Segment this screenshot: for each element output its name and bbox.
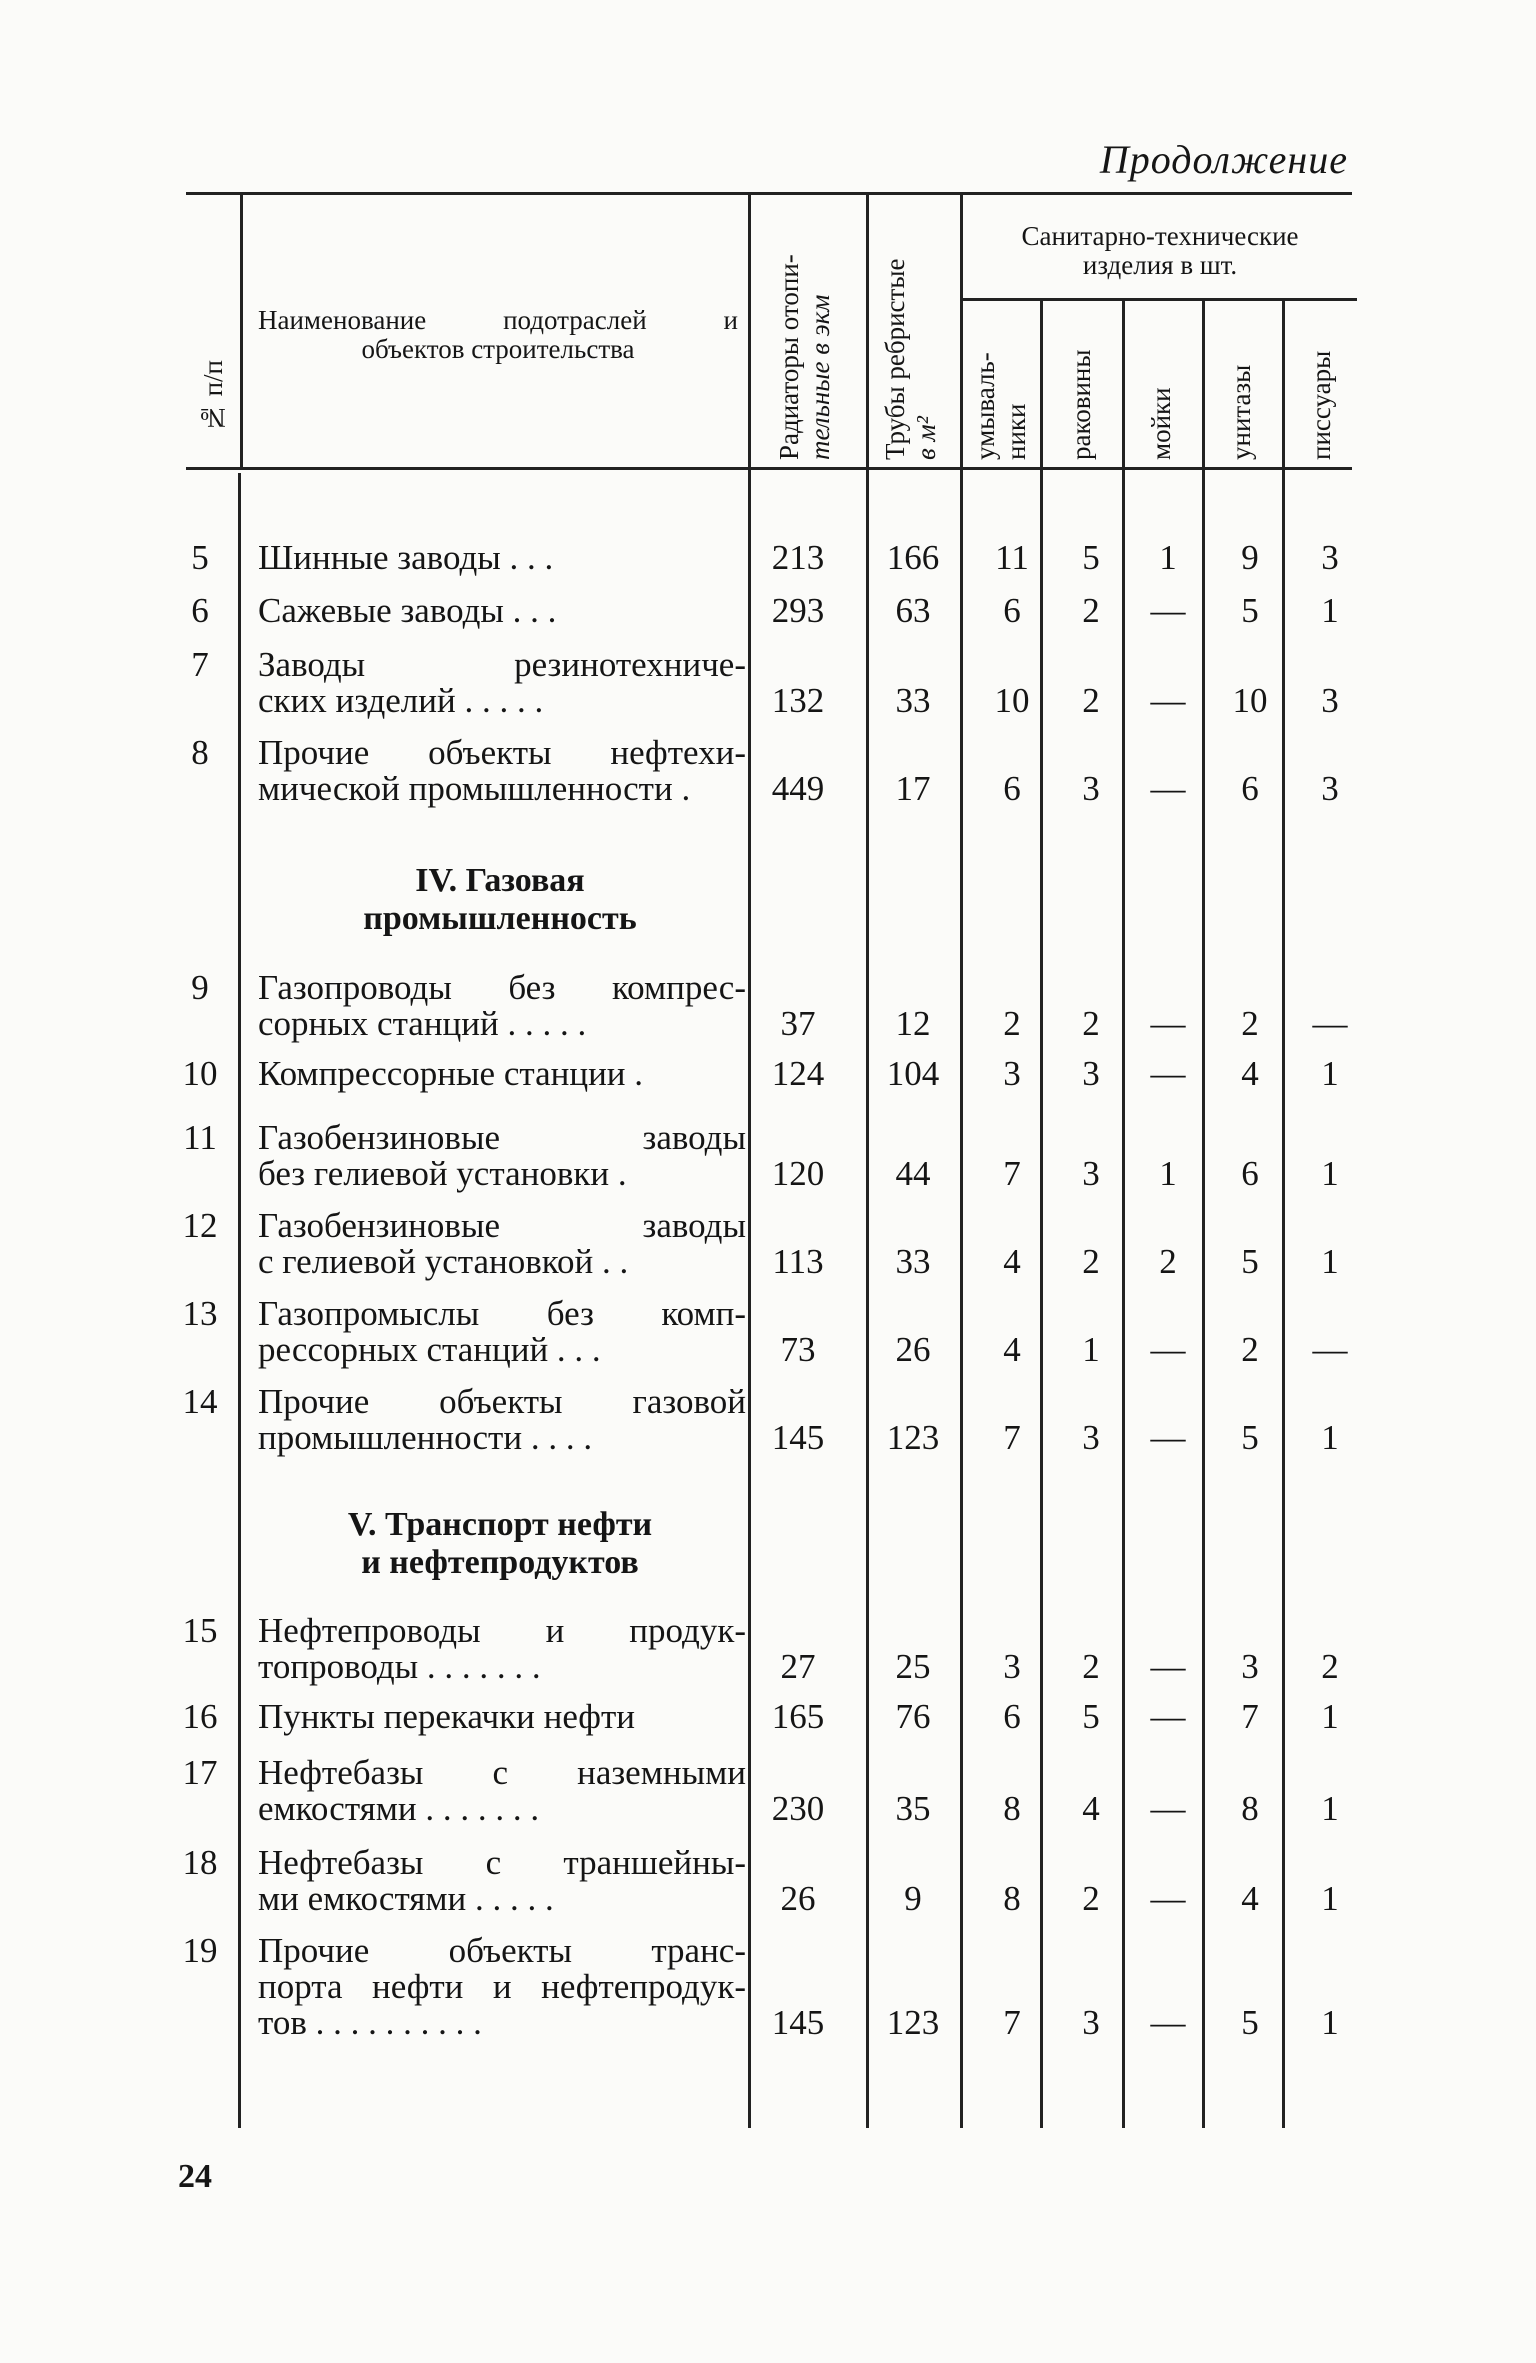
row-number: 14 <box>182 1382 218 1421</box>
urinals-value: — <box>1312 1330 1348 1369</box>
row-name-line: топроводы . . . . . . . <box>258 1647 541 1686</box>
sinks-value: 2 <box>1082 1242 1100 1281</box>
toilets-value: 5 <box>1241 1242 1259 1281</box>
pipes-value: 33 <box>895 1242 931 1281</box>
toilets-value: 2 <box>1241 1330 1259 1369</box>
sinks-value: 2 <box>1082 1647 1100 1686</box>
header-pipes-line1: Трубы ребристые <box>880 258 910 460</box>
col-divider-num <box>238 473 241 2128</box>
kitchen-sinks-value: — <box>1150 1054 1186 1093</box>
washbasins-value: 8 <box>1003 1789 1021 1828</box>
radiators-value: 213 <box>771 538 825 577</box>
sinks-value: 2 <box>1082 681 1100 720</box>
toilets-value: 8 <box>1241 1789 1259 1828</box>
radiators-value: 449 <box>771 769 825 808</box>
toilets-value: 10 <box>1232 681 1268 720</box>
urinals-value: 1 <box>1321 1054 1339 1093</box>
section-title-gas <box>256 862 744 938</box>
radiators-value: 165 <box>771 1697 825 1736</box>
row-name-line: порта нефти и нефтепродук- <box>258 1967 746 2006</box>
toilets-value: 2 <box>1241 1004 1259 1043</box>
toilets-value: 7 <box>1241 1697 1259 1736</box>
col-divider-num <box>240 194 243 467</box>
row-number: 7 <box>191 645 209 684</box>
kitchen-sinks-value: — <box>1150 1647 1186 1686</box>
row-name-line: тов . . . . . . . . . . <box>258 2003 482 2042</box>
pipes-value: 44 <box>895 1154 931 1193</box>
urinals-value: 3 <box>1321 538 1339 577</box>
row-name-line: Шинные заводы . . . <box>258 538 554 577</box>
urinals-value: 3 <box>1321 769 1339 808</box>
header-washbasins <box>970 308 1032 460</box>
header-washbasins-line2: ники <box>1001 403 1031 460</box>
header-bottom-rule <box>186 467 1352 470</box>
page-number: 24 <box>178 2158 212 2195</box>
sinks-value: 3 <box>1082 1418 1100 1457</box>
row-number: 9 <box>191 968 209 1007</box>
urinals-value: 1 <box>1321 1242 1339 1281</box>
row-number: 11 <box>183 1118 217 1157</box>
section-title-line2: и нефтепродуктов <box>361 1544 639 1581</box>
toilets-value: 3 <box>1241 1647 1259 1686</box>
row-number: 10 <box>182 1054 218 1093</box>
toilets-value: 9 <box>1241 538 1259 577</box>
pipes-value: 104 <box>886 1054 940 1093</box>
sinks-value: 5 <box>1082 1697 1100 1736</box>
radiators-value: 27 <box>780 1647 816 1686</box>
kitchen-sinks-value: 1 <box>1159 1154 1177 1193</box>
pipes-value: 12 <box>895 1004 931 1043</box>
sinks-value: 2 <box>1082 1879 1100 1918</box>
sinks-value: 2 <box>1082 1004 1100 1043</box>
row-number: 16 <box>182 1697 218 1736</box>
kitchen-sinks-value: — <box>1150 2003 1186 2042</box>
header-sanitary-line1: Санитарно-технические <box>1021 221 1299 251</box>
sinks-value: 4 <box>1082 1789 1100 1828</box>
header-radiators-line2: тельные в экм <box>805 294 835 460</box>
pipes-value: 123 <box>886 2003 940 2042</box>
urinals-value: 1 <box>1321 591 1339 630</box>
row-name-line: Сажевые заводы . . . <box>258 591 557 630</box>
col-divider-radiators <box>866 194 869 2128</box>
row-number: 17 <box>182 1753 218 1792</box>
row-name-line: Пункты перекачки нефти <box>258 1697 636 1736</box>
row-name-line: сорных станций . . . . . <box>258 1004 587 1043</box>
row-name-line: Газобензиновые заводы <box>258 1206 746 1245</box>
toilets-value: 5 <box>1241 1418 1259 1457</box>
header-num: № п/п <box>198 360 228 434</box>
pipes-value: 123 <box>886 1418 940 1457</box>
toilets-value: 5 <box>1241 591 1259 630</box>
row-number: 5 <box>191 538 209 577</box>
kitchen-sinks-value: — <box>1150 1789 1186 1828</box>
washbasins-value: 7 <box>1003 1154 1021 1193</box>
row-number: 19 <box>182 1931 218 1970</box>
pipes-value: 166 <box>886 538 940 577</box>
urinals-value: 2 <box>1321 1647 1339 1686</box>
washbasins-value: 4 <box>1003 1242 1021 1281</box>
header-washbasins-line1: умываль- <box>970 352 1000 460</box>
radiators-value: 124 <box>771 1054 825 1093</box>
urinals-value: — <box>1312 1004 1348 1043</box>
urinals-value: 1 <box>1321 1697 1339 1736</box>
washbasins-value: 6 <box>1003 769 1021 808</box>
pipes-value: 9 <box>904 1879 922 1918</box>
washbasins-value: 8 <box>1003 1879 1021 1918</box>
header-radiators <box>774 198 836 460</box>
kitchen-sinks-value: — <box>1150 1418 1186 1457</box>
header-pipes <box>880 198 942 460</box>
header-sanitary-group <box>964 222 1356 280</box>
row-name-line: ских изделий . . . . . <box>258 681 544 720</box>
washbasins-value: 3 <box>1003 1647 1021 1686</box>
kitchen-sinks-value: — <box>1150 681 1186 720</box>
col-divider-pipes <box>960 194 963 2128</box>
toilets-value: 5 <box>1241 2003 1259 2042</box>
table-top-rule <box>186 192 1352 195</box>
row-name-line: Газопромыслы без комп- <box>258 1294 746 1333</box>
washbasins-value: 11 <box>995 538 1029 577</box>
washbasins-value: 7 <box>1003 2003 1021 2042</box>
sinks-value: 3 <box>1082 2003 1100 2042</box>
row-number: 6 <box>191 591 209 630</box>
radiators-value: 293 <box>771 591 825 630</box>
pipes-value: 35 <box>895 1789 931 1828</box>
header-sinks: раковины <box>1066 349 1096 460</box>
kitchen-sinks-value: — <box>1150 1330 1186 1369</box>
row-name-line: Нефтебазы с траншейны- <box>258 1843 746 1882</box>
section-title-line2: промышленность <box>363 900 637 937</box>
row-name-line: без гелиевой установки . <box>258 1154 627 1193</box>
radiators-value: 37 <box>780 1004 816 1043</box>
row-name-line: Газобензиновые заводы <box>258 1118 746 1157</box>
toilets-value: 4 <box>1241 1054 1259 1093</box>
kitchen-sinks-value: — <box>1150 591 1186 630</box>
row-name-line: Нефтебазы с наземными <box>258 1753 746 1792</box>
header-radiators-line1: Радиаторы отопи- <box>774 254 804 460</box>
row-number: 18 <box>182 1843 218 1882</box>
col-divider-name <box>748 194 751 2128</box>
kitchen-sinks-value: — <box>1150 1879 1186 1918</box>
radiators-value: 26 <box>780 1879 816 1918</box>
washbasins-value: 10 <box>994 681 1030 720</box>
section-title-line1: IV. Газовая <box>415 862 585 899</box>
urinals-value: 1 <box>1321 1154 1339 1193</box>
washbasins-value: 4 <box>1003 1330 1021 1369</box>
radiators-value: 73 <box>780 1330 816 1369</box>
kitchen-sinks-value: — <box>1150 1697 1186 1736</box>
row-name-line: емкостями . . . . . . . <box>258 1789 540 1828</box>
radiators-value: 230 <box>771 1789 825 1828</box>
row-number: 8 <box>191 733 209 772</box>
kitchen-sinks-value: 2 <box>1159 1242 1177 1281</box>
radiators-value: 113 <box>772 1242 824 1281</box>
toilets-value: 6 <box>1241 769 1259 808</box>
washbasins-value: 6 <box>1003 591 1021 630</box>
header-urinals: писсуары <box>1306 350 1336 460</box>
section-title-oil-transport <box>256 1506 744 1582</box>
radiators-value: 132 <box>771 681 825 720</box>
header-sanitary-line2: изделия в шт. <box>1082 250 1238 280</box>
sinks-value: 5 <box>1082 538 1100 577</box>
urinals-value: 1 <box>1321 1879 1339 1918</box>
pipes-value: 17 <box>895 769 931 808</box>
sinks-value: 2 <box>1082 591 1100 630</box>
header-name <box>258 306 738 364</box>
row-number: 13 <box>182 1294 218 1333</box>
row-name-line: мической промышленности . <box>258 769 691 808</box>
header-pipes-line2: в м² <box>911 416 941 460</box>
toilets-value: 4 <box>1241 1879 1259 1918</box>
row-name-line: Прочие объекты газовой <box>258 1382 746 1421</box>
header-name-line1: Наименование подотраслей и <box>258 305 738 335</box>
section-title-line1: V. Транспорт нефти <box>347 1506 653 1543</box>
washbasins-value: 6 <box>1003 1697 1021 1736</box>
sinks-value: 3 <box>1082 1154 1100 1193</box>
row-name-line: Прочие объекты нефтехи- <box>258 733 746 772</box>
row-name-line: промышленности . . . . <box>258 1418 593 1457</box>
row-name-line: Заводы резинотехниче- <box>258 645 746 684</box>
sinks-value: 3 <box>1082 1054 1100 1093</box>
row-name-line: Нефтепроводы и продук- <box>258 1611 746 1650</box>
header-toilets: унитазы <box>1226 364 1256 460</box>
row-name-line: Компрессорные станции . <box>258 1054 644 1093</box>
washbasins-value: 2 <box>1003 1004 1021 1043</box>
row-number: 15 <box>182 1611 218 1650</box>
row-name-line: Прочие объекты транс- <box>258 1931 746 1970</box>
radiators-value: 145 <box>771 1418 825 1457</box>
pipes-value: 63 <box>895 591 931 630</box>
sinks-value: 1 <box>1082 1330 1100 1369</box>
washbasins-value: 3 <box>1003 1054 1021 1093</box>
row-number: 12 <box>182 1206 218 1245</box>
washbasins-value: 7 <box>1003 1418 1021 1457</box>
pipes-value: 33 <box>895 681 931 720</box>
urinals-value: 1 <box>1321 1418 1339 1457</box>
group-header-rule <box>962 298 1357 301</box>
sinks-value: 3 <box>1082 769 1100 808</box>
row-name-line: с гелиевой установкой . . <box>258 1242 629 1281</box>
urinals-value: 1 <box>1321 2003 1339 2042</box>
radiators-value: 145 <box>771 2003 825 2042</box>
continuation-label: Продолжение <box>1099 137 1348 182</box>
header-kitchen-sinks: мойки <box>1146 387 1176 460</box>
radiators-value: 120 <box>771 1154 825 1193</box>
pipes-value: 25 <box>895 1647 931 1686</box>
kitchen-sinks-value: 1 <box>1159 538 1177 577</box>
pipes-value: 26 <box>895 1330 931 1369</box>
header-name-line2: объектов строительства <box>361 334 635 364</box>
row-name-line: рессорных станций . . . <box>258 1330 601 1369</box>
urinals-value: 1 <box>1321 1789 1339 1828</box>
urinals-value: 3 <box>1321 681 1339 720</box>
toilets-value: 6 <box>1241 1154 1259 1193</box>
kitchen-sinks-value: — <box>1150 1004 1186 1043</box>
kitchen-sinks-value: — <box>1150 769 1186 808</box>
row-name-line: Газопроводы без компрес- <box>258 968 746 1007</box>
row-name-line: ми емкостями . . . . . <box>258 1879 554 1918</box>
pipes-value: 76 <box>895 1697 931 1736</box>
